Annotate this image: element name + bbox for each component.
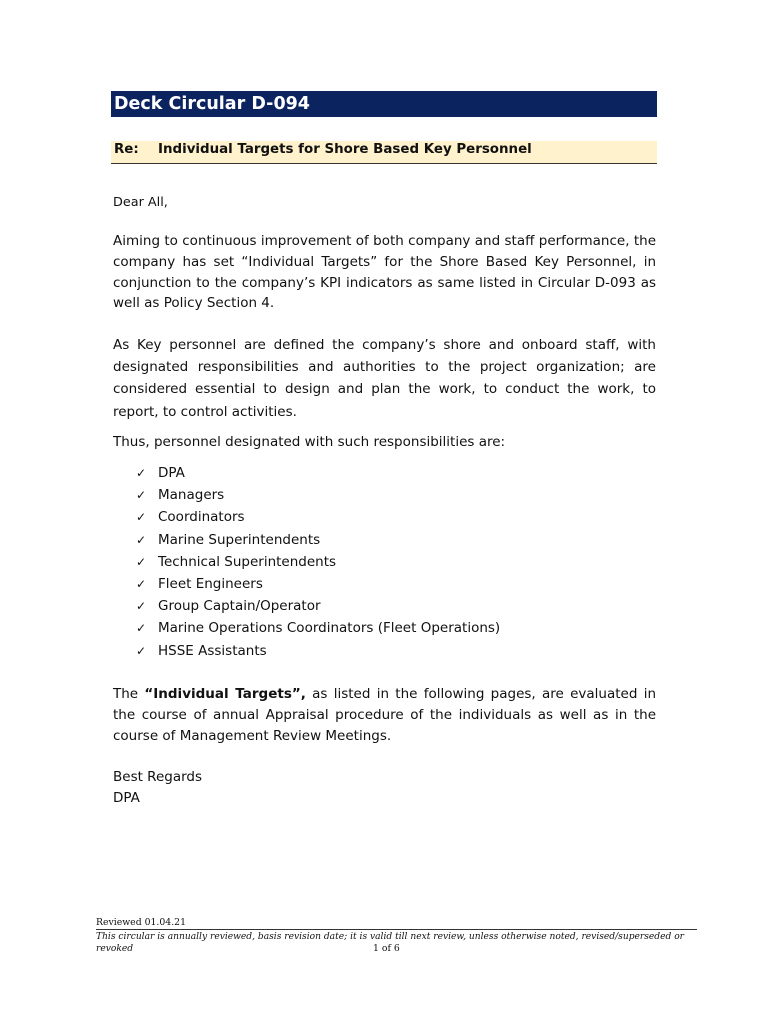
salutation: Dear All, bbox=[113, 195, 168, 210]
closing-block bbox=[113, 767, 202, 809]
personnel-checklist bbox=[136, 462, 500, 662]
paragraph-evaluation-pre: The bbox=[113, 686, 145, 702]
check-icon: ✓ bbox=[136, 621, 147, 636]
subject-text: Individual Targets for Shore Based Key Personnel bbox=[158, 142, 532, 157]
list-item-label: Group Captain/Operator bbox=[158, 598, 321, 615]
list-item-label: DPA bbox=[158, 465, 185, 481]
list-item-label: Fleet Engineers bbox=[158, 575, 263, 592]
closing-text: Best Regards bbox=[113, 769, 203, 785]
list-item bbox=[136, 529, 500, 551]
check-icon: ✓ bbox=[136, 599, 147, 614]
check-icon: ✓ bbox=[136, 576, 147, 591]
circular-title: Deck Circular D-094 bbox=[111, 91, 657, 117]
footer-reviewed-date: Reviewed 01.04.21 bbox=[96, 917, 186, 928]
list-item bbox=[136, 551, 500, 573]
check-icon: ✓ bbox=[136, 466, 147, 480]
paragraph-definition: As Key personnel are defined the company’s shore and onboard staff, with designated responsibilities and authorities to the project organization; are considered essential to design and plan the work, to conduct the work, to report, to control activities. bbox=[113, 337, 656, 420]
list-item-label: Marine Operations Coordinators (Fleet Operations) bbox=[158, 620, 501, 637]
paragraph-list-intro: Thus, personnel designated with such responsibilities are: bbox=[113, 434, 506, 450]
signature: DPA bbox=[113, 790, 140, 806]
list-item-label: HSSE Assistants bbox=[158, 642, 267, 659]
list-item bbox=[136, 617, 500, 639]
check-icon: ✓ bbox=[136, 532, 147, 547]
re-label: Re: bbox=[114, 142, 139, 157]
paragraph-evaluation bbox=[113, 684, 656, 746]
paragraph-evaluation-post: as listed in the following pages, are evaluated in the course of annual Appraisal procedure of the individuals as well as in the course of Management Review Meetings. bbox=[113, 686, 656, 744]
check-icon: ✓ bbox=[136, 510, 147, 525]
list-item bbox=[136, 573, 500, 595]
list-item bbox=[136, 462, 500, 484]
check-icon: ✓ bbox=[136, 643, 147, 658]
footer-note: This circular is annually reviewed, basis revision date; it is valid till next review, unless otherwise noted, revised/superseded or revoked bbox=[96, 932, 685, 954]
list-item-label: Managers bbox=[158, 487, 225, 504]
check-icon: ✓ bbox=[136, 554, 147, 569]
list-item bbox=[136, 595, 500, 617]
check-icon: ✓ bbox=[136, 488, 147, 503]
individual-targets-emphasis: “Individual Targets”, bbox=[144, 686, 306, 702]
subject-bar bbox=[111, 141, 657, 164]
list-item bbox=[136, 484, 500, 506]
list-item bbox=[136, 640, 500, 662]
list-item-label: Coordinators bbox=[158, 509, 245, 526]
list-item-label: Marine Superintendents bbox=[158, 531, 321, 548]
footer-divider bbox=[96, 929, 697, 930]
list-item bbox=[136, 506, 500, 528]
list-item-label: Technical Superintendents bbox=[158, 553, 337, 570]
paragraph-intro: Aiming to continuous improvement of both company and staff performance, the company has set “Individual Targets” for the Shore Based Key Personnel, in conjunction to the company’s KPI indicators as same listed in Circular D-093 as well as Policy Section 4. bbox=[113, 233, 656, 312]
page-number: 1 of 6 bbox=[373, 943, 400, 954]
